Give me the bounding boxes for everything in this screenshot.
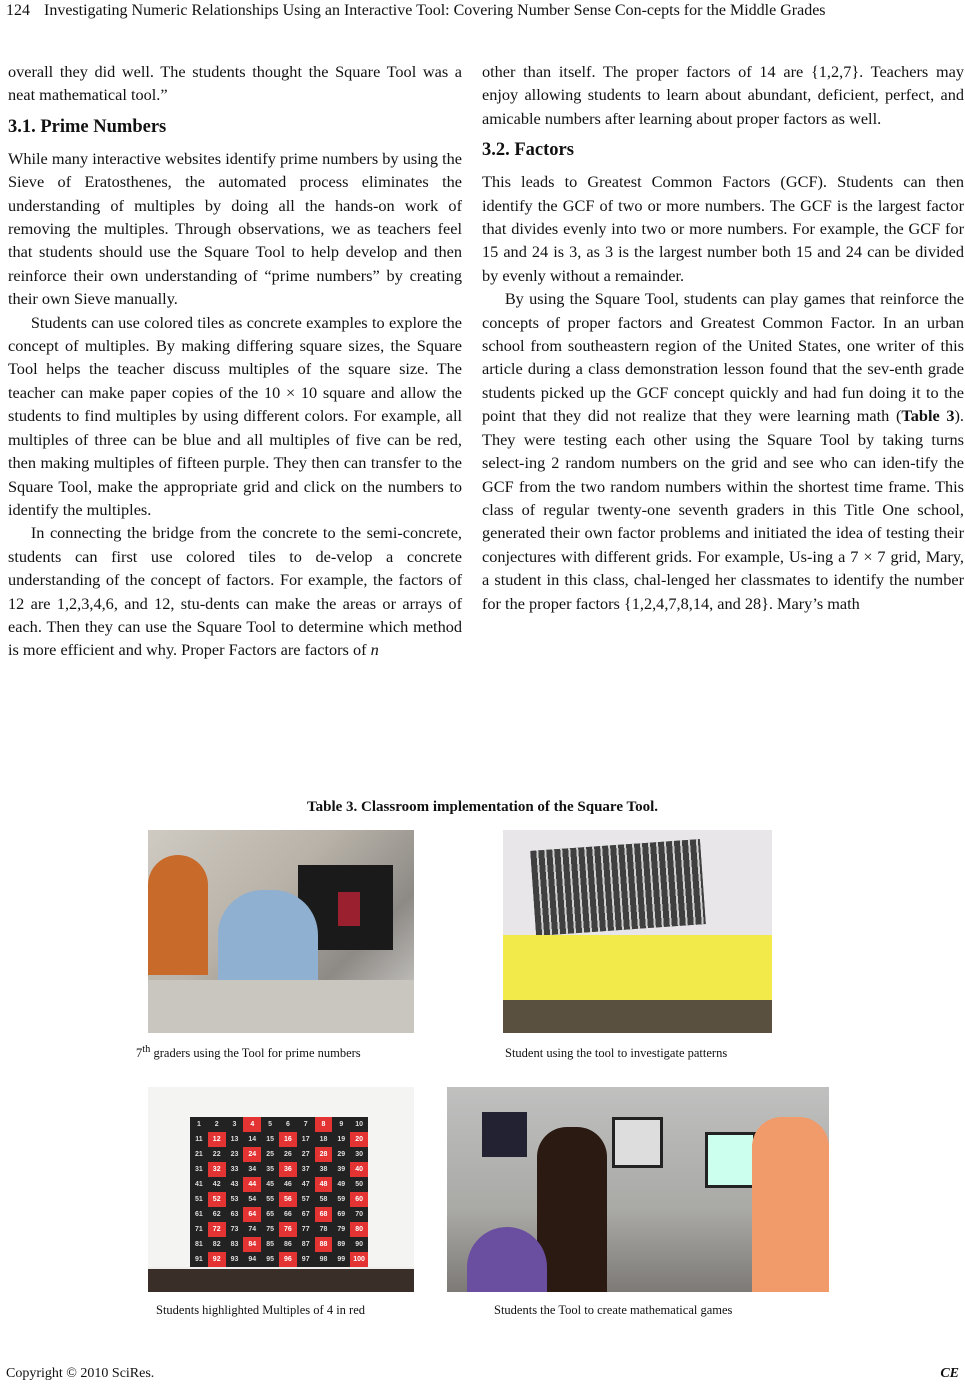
grid-cell: 84 — [243, 1237, 261, 1252]
grid-cell: 14 — [248, 1136, 257, 1143]
grid-cell: 17 — [301, 1136, 310, 1143]
grid-cell: 30 — [355, 1151, 363, 1158]
grid-cell: 74 — [248, 1226, 257, 1233]
caption-text: graders using the Tool for prime numbers — [150, 1046, 361, 1061]
copyright: Copyright © 2010 SciRes. — [6, 1366, 155, 1381]
grid-cell: 63 — [230, 1211, 239, 1218]
grid-cell: 10 — [355, 1121, 363, 1128]
grid-cell: 48 — [315, 1177, 333, 1192]
grid-cell: 1 — [196, 1121, 201, 1128]
paragraph-text: By using the Square Tool, students can play games that reinforce the concepts of proper factors and Greatest Common Factor. In an urban school from southeastern region of the United States, one writer of this article during a class demonstration lesson found that the sev-enth grade students picked up the GCF concept quickly and had fun doing it to the point that they did not realize that they were learning math ( — [482, 289, 964, 426]
paragraph: Students can use colored tiles as concrete examples to explore the concept of multiples. By making differing square sizes, the Square Tool helps the teacher discuss multiples of the square size. The teacher can make paper copies of the 10 × 10 square and allow the students to find multiples by using different colors. For example, all multiples of three can be blue and all multiples of five can be red, then making multiples of fifteen purple. They then can transfer to the Square Tool, make the appropriate grid and click on the numbers to identify the multiples. — [8, 312, 462, 519]
grid-cell: 34 — [248, 1166, 257, 1173]
grid-cell: 83 — [230, 1241, 239, 1248]
grid-cell: 67 — [301, 1211, 310, 1218]
right-column — [482, 60, 964, 615]
grid-cell: 6 — [285, 1121, 290, 1128]
table-reference-link[interactable]: Table 3 — [901, 406, 955, 426]
number-grid — [190, 1117, 368, 1267]
grid-cell: 82 — [212, 1241, 221, 1248]
grid-cell: 13 — [230, 1136, 239, 1143]
grid-cell: 25 — [266, 1151, 274, 1158]
grid-cell: 89 — [337, 1241, 346, 1248]
grid-cell: 22 — [212, 1151, 221, 1158]
grid-cell: 93 — [230, 1256, 239, 1263]
paragraph: other than itself. The proper factors of 14 are {1,2,7}. Teachers may enjoy allowing students to learn about abundant, deficient, perfect, and amicable numbers after learning about proper factors as well. — [482, 62, 964, 128]
journal-abbrev: CE — [940, 1366, 959, 1381]
grid-cell: 43 — [230, 1181, 239, 1188]
grid-cell: 33 — [230, 1166, 239, 1173]
grid-cell: 100 — [350, 1252, 368, 1267]
photo-computer-lab — [447, 1087, 829, 1292]
grid-cell: 91 — [195, 1256, 203, 1263]
grid-cell: 3 — [232, 1121, 237, 1128]
grid-cell: 57 — [301, 1196, 310, 1203]
grid-cell: 70 — [355, 1211, 363, 1218]
grid-cell: 7 — [303, 1121, 308, 1128]
grid-cell: 21 — [195, 1151, 203, 1158]
grid-cell: 53 — [230, 1196, 239, 1203]
grid-cell: 44 — [243, 1177, 261, 1192]
grid-cell: 40 — [350, 1162, 368, 1177]
grid-cell: 73 — [230, 1226, 239, 1233]
photo-worksheet — [503, 830, 772, 1033]
grid-cell: 97 — [301, 1256, 310, 1263]
paragraph: This leads to Greatest Common Factors (GCF). Students can then identify the GCF of two or more numbers. The GCF is the largest factor that divides evenly into two or more numbers. For example, the GCF for 15 and 24 is 3, as 3 is the largest number both 15 and 24 can be divided by evenly without a remainder. — [482, 172, 964, 285]
grid-cell: 47 — [301, 1181, 310, 1188]
grid-cell: 61 — [195, 1211, 203, 1218]
grid-cell: 92 — [208, 1252, 226, 1267]
table-caption: Table 3. Classroom implementation of the Square Tool. — [306, 799, 658, 815]
photo-caption: Students highlighted Multiples of 4 in red — [156, 1303, 366, 1317]
grid-cell: 29 — [337, 1151, 346, 1158]
grid-cell: 95 — [266, 1256, 274, 1263]
grid-cell: 23 — [230, 1151, 239, 1158]
grid-cell: 72 — [208, 1222, 226, 1237]
paragraph-text: In connecting the bridge from the concrete to the semi-concrete, students can first use colored tiles to de-velop a concrete understanding of the concept of factors. For example, the factors of 12 are 1,2,3,4,6, and 12, stu-dents can make the areas or arrays of each. Then they can use the Square Tool to determine which method is more efficient and why. Proper Factors are factors of — [8, 523, 462, 660]
grid-cell: 41 — [195, 1181, 203, 1188]
grid-cell: 88 — [315, 1237, 333, 1252]
grid-cell: 28 — [315, 1147, 333, 1162]
grid-cell: 26 — [283, 1151, 292, 1158]
caption-sup: th — [142, 1044, 151, 1055]
grid-cell: 16 — [279, 1132, 297, 1147]
grid-cell: 87 — [301, 1241, 310, 1248]
grid-cell: 66 — [283, 1211, 292, 1218]
grid-cell: 78 — [319, 1226, 328, 1233]
grid-cell: 96 — [279, 1252, 297, 1267]
grid-cell: 99 — [337, 1256, 346, 1263]
grid-cell: 54 — [248, 1196, 257, 1203]
grid-cell: 98 — [319, 1256, 328, 1263]
grid-cell: 86 — [283, 1241, 292, 1248]
grid-cell: 59 — [337, 1196, 346, 1203]
grid-cell: 62 — [212, 1211, 221, 1218]
grid-cell: 90 — [355, 1241, 363, 1248]
grid-cell: 2 — [214, 1121, 219, 1128]
grid-cell: 4 — [243, 1117, 261, 1132]
paragraph — [482, 287, 964, 615]
grid-cell: 79 — [337, 1226, 346, 1233]
grid-cell: 76 — [279, 1222, 297, 1237]
grid-cell: 65 — [266, 1211, 274, 1218]
grid-cell: 77 — [301, 1226, 310, 1233]
caption-text: 7 — [136, 1046, 143, 1061]
grid-cell: 71 — [195, 1226, 203, 1233]
grid-cell: 35 — [266, 1166, 274, 1173]
grid-cell: 36 — [279, 1162, 297, 1177]
grid-cell: 49 — [337, 1181, 346, 1188]
grid-cell: 80 — [350, 1222, 368, 1237]
grid-cell: 68 — [315, 1207, 333, 1222]
grid-cell: 58 — [319, 1196, 328, 1203]
grid-cell: 12 — [208, 1132, 226, 1147]
paragraph: While many interactive websites identify prime numbers by using the Sieve of Eratosthenes, the automated process eliminates the understanding of multiples by doing all the hands-on work of removing the multiples. Through observations, we as teachers feel that students should use the Square Tool to help develop and then reinforce their own understanding of “prime numbers” by creating their own Sieve manually. — [8, 148, 462, 309]
grid-cell: 37 — [301, 1166, 310, 1173]
italic-variable: n — [370, 640, 379, 660]
grid-cell: 45 — [266, 1181, 274, 1188]
page-number: 124 — [6, 2, 30, 19]
photo-square-tool-grid — [148, 1087, 414, 1292]
grid-cell: 32 — [208, 1162, 226, 1177]
photo-caption: Students the Tool to create mathematical games — [494, 1303, 733, 1317]
paragraph: overall they did well. The students thought the Square Tool was a neat mathematical tool.” — [8, 62, 462, 105]
grid-cell: 60 — [350, 1192, 368, 1207]
grid-cell: 46 — [283, 1181, 292, 1188]
grid-cell: 75 — [266, 1226, 274, 1233]
paragraph-text: ). They were testing each other using the Square Tool by taking turns select-ing 2 random numbers on the grid and see who can iden-tify the GCF from the two random numbers within the shortest time frame. This class of regular twenty-one seventh graders in this Title One school, generated their own factor problems and initiated the idea of testing their conjectures with different grids. For example, Us-ing a 7 × 7 grid, Mary, a student in this class, chal-lenged her classmates to identify the number for the proper factors {1,2,4,7,8,14, and 28}. Mary’s math — [482, 406, 964, 613]
grid-cell: 94 — [248, 1256, 257, 1263]
photo-students-at-computer — [148, 830, 414, 1033]
paragraph — [8, 521, 462, 661]
grid-cell: 5 — [268, 1121, 273, 1128]
left-column — [8, 60, 462, 662]
grid-cell: 8 — [315, 1117, 333, 1132]
grid-cell: 42 — [212, 1181, 221, 1188]
section-heading-factors: 3.2. Factors — [482, 140, 574, 161]
grid-cell: 69 — [337, 1211, 346, 1218]
grid-cell: 55 — [266, 1196, 274, 1203]
running-title: Investigating Numeric Relationships Using an Interactive Tool: Covering Number Sense Con-cepts for the Middle Grades — [44, 2, 826, 19]
grid-cell: 50 — [355, 1181, 363, 1188]
photo-caption — [136, 1044, 361, 1061]
grid-cell: 24 — [243, 1147, 261, 1162]
grid-cell: 56 — [279, 1192, 297, 1207]
grid-cell: 20 — [350, 1132, 368, 1147]
grid-cell: 15 — [266, 1136, 274, 1143]
grid-cell: 81 — [195, 1241, 203, 1248]
section-heading-prime-numbers: 3.1. Prime Numbers — [8, 116, 167, 137]
grid-cell: 11 — [195, 1136, 203, 1143]
photo-caption: Student using the tool to investigate patterns — [505, 1046, 728, 1060]
grid-cell: 52 — [208, 1192, 226, 1207]
grid-cell: 31 — [195, 1166, 203, 1173]
grid-cell: 64 — [243, 1207, 261, 1222]
grid-cell: 51 — [195, 1196, 203, 1203]
grid-cell: 18 — [319, 1136, 328, 1143]
grid-cell: 38 — [319, 1166, 328, 1173]
grid-cell: 9 — [339, 1121, 344, 1128]
running-header — [6, 0, 826, 22]
grid-cell: 85 — [266, 1241, 274, 1248]
grid-cell: 39 — [337, 1166, 346, 1173]
grid-cell: 19 — [337, 1136, 346, 1143]
grid-cell: 27 — [301, 1151, 310, 1158]
